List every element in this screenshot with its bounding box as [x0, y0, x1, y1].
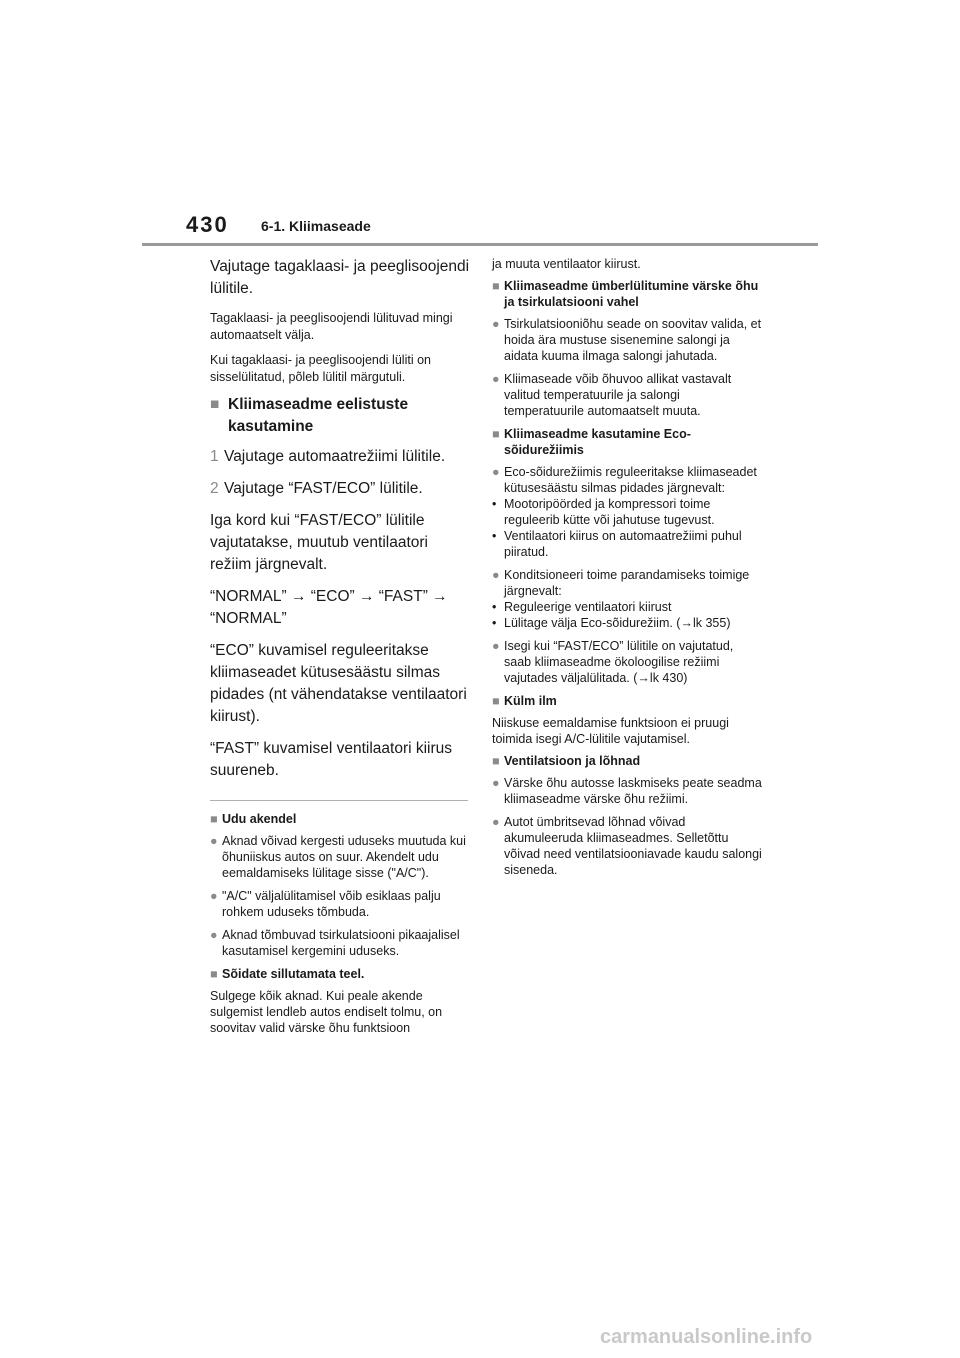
dot-marker: ● [210, 889, 218, 903]
mode-sequence: “NORMAL” → “ECO” → “FAST” → “NORMAL” [210, 588, 448, 627]
bullet-text: Aknad tõmbuvad tsirkulatsiooni pikaajalisel kasutamisel kergemini uduseks. [222, 928, 460, 958]
bullet-text: Eco-sõidurežiimis reguleeritakse kliimaseadet kütusesäästu silmas pidades järgnevalt: [504, 465, 757, 495]
note-heading [492, 753, 762, 769]
note-heading-text: Külm ilm [504, 694, 557, 708]
paragraph: Vajutage tagaklaasi- ja peeglisoojendi lülitile. [210, 258, 470, 297]
note-heading [492, 278, 762, 310]
bullet-item [492, 371, 762, 419]
bullet-text: "A/C" väljalülitamisel võib esiklaas palju rohkem uduseks tõmbuda. [222, 889, 441, 919]
bullet-text: Kliimaseade võib õhuvoo allikat vastavalt valitud temperatuurile ja salongi temperatuurile automaatselt muuta. [504, 372, 732, 418]
paragraph: Tagaklaasi- ja peeglisoojendi lülituvad mingi automaatselt välja. [210, 311, 453, 342]
bullet-text: Värske õhu autosse laskmiseks peate seadma kliimaseadme värske õhu režiimi. [504, 776, 762, 806]
bullet-text: Isegi kui “FAST/ECO” lülitile on vajutatud, saab kliimaseadme ökoloogilise režiimi vajutades väljalülitada. (→lk 430) [504, 639, 734, 685]
note-heading-text: Kliimaseadme kasutamine Eco-sõidurežiimis [504, 427, 691, 457]
paragraph: “FAST” kuvamisel ventilaatori kiirus suureneb. [210, 740, 453, 779]
step-number: 1 [210, 448, 219, 465]
note-heading-text: Sõidate sillutamata teel. [222, 967, 365, 981]
dot-marker: ● [492, 317, 500, 331]
bullet-item [492, 775, 762, 807]
bullet-item [210, 927, 472, 959]
dot-marker: ● [492, 639, 500, 653]
left-column [210, 256, 472, 1042]
paragraph: “ECO” kuvamisel reguleeritakse kliimaseadet kütusesäästu silmas pidades (nt vähendatakse ventilaatori kiirust). [210, 642, 467, 725]
sub-bullet-item [492, 528, 762, 560]
bullet-text: Autot ümbritsevad lõhnad võivad akumuleeruda kliimaseadmes. Selletõttu võivad need ventilatsiooniavade kaudu salongi siseneda. [504, 815, 762, 877]
sub-bullet-text: Ventilaatori kiirus on automaatrežiimi puhul piiratud. [504, 529, 742, 559]
section-divider [210, 800, 468, 801]
square-marker: ■ [492, 279, 500, 293]
step-text: Vajutage automaatrežiimi lülitile. [224, 448, 446, 465]
sub-bullet-text: Reguleerige ventilaatori kiirust [504, 600, 672, 614]
bullet-text: Konditsioneeri toime parandamiseks toimige järgnevalt: [504, 568, 750, 598]
step-item [210, 446, 472, 468]
sub-bullet-text: Mootoripöörded ja kompressori toime reguleerib kütte või jahutuse tugevust. [504, 497, 715, 527]
square-marker: ■ [210, 396, 220, 413]
bullet-item [210, 888, 472, 920]
page-number: 430 [186, 212, 229, 237]
bullet-item [492, 316, 762, 364]
dot-marker: ● [492, 776, 500, 790]
bullet-marker: • [492, 497, 497, 511]
note-heading [210, 966, 472, 982]
sub-bullet-text: Lülitage välja Eco-sõidurežiim. (→lk 355) [504, 616, 731, 630]
paragraph: Kui tagaklaasi- ja peeglisoojendi lüliti on sisselülitatud, põleb lülitil märgutuli. [210, 353, 431, 384]
bullet-item [492, 464, 762, 496]
bullet-text: Tsirkulatsiooniõhu seade on soovitav valida, et hoida ära mustuse sisenemine salongi ja aidata kuuma ilmaga salongi jahutada. [504, 317, 762, 363]
bullet-item [210, 833, 472, 881]
step-text: Vajutage “FAST/ECO” lülitile. [224, 480, 423, 497]
note-heading [492, 693, 762, 709]
square-marker: ■ [492, 427, 500, 441]
note-heading [210, 811, 472, 827]
paragraph: Iga kord kui “FAST/ECO” lülitile vajutatakse, muutub ventilaatori režiim järgnevalt. [210, 512, 428, 573]
section-title: 6-1. Kliimaseade [261, 218, 371, 234]
bullet-marker: • [492, 529, 497, 543]
bullet-item [492, 814, 762, 878]
bullet-item [492, 567, 762, 599]
right-column [492, 256, 762, 885]
sub-bullet-item [492, 615, 762, 631]
dot-marker: ● [210, 928, 218, 942]
sub-bullet-item [492, 599, 762, 615]
heading-text: Kliimaseadme eelistuste kasutamine [228, 396, 409, 435]
watermark: carmanualsonline.info [600, 1326, 813, 1348]
paragraph: ja muuta ventilaator kiirust. [492, 257, 641, 271]
bullet-group [492, 567, 762, 631]
note-heading-text: Ventilatsioon ja lõhnad [504, 754, 641, 768]
bullet-marker: • [492, 600, 497, 614]
square-marker: ■ [210, 967, 218, 981]
step-number: 2 [210, 480, 219, 497]
dot-marker: ● [492, 815, 500, 829]
square-marker: ■ [210, 812, 218, 826]
step-item [210, 478, 472, 500]
bullet-item [492, 638, 762, 686]
bullet-group [492, 464, 762, 560]
paragraph: Niiskuse eemaldamise funktsioon ei pruugi toimida isegi A/C-lülitile vajutamisel. [492, 716, 729, 746]
bullet-marker: • [492, 616, 497, 630]
square-marker: ■ [492, 754, 500, 768]
note-heading [492, 426, 762, 458]
dot-marker: ● [492, 568, 500, 582]
dot-marker: ● [492, 372, 500, 386]
dot-marker: ● [210, 834, 218, 848]
note-heading-text: Kliimaseadme ümberlülitumine värske õhu ja tsirkulatsiooni vahel [504, 279, 759, 309]
paragraph: Sulgege kõik aknad. Kui peale akende sulgemist lendleb autos endiselt tolmu, on soovitav valid värske õhu funktsioon [210, 989, 443, 1035]
section-heading [210, 394, 472, 438]
header-rule [142, 243, 818, 246]
sub-bullet-item [492, 496, 762, 528]
bullet-text: Aknad võivad kergesti uduseks muutuda kui õhuniiskus autos on suur. Akendelt udu eemaldamiseks lülitage sisse ("A/C"). [222, 834, 466, 880]
square-marker: ■ [492, 694, 500, 708]
dot-marker: ● [492, 465, 500, 479]
note-heading-text: Udu akendel [222, 812, 297, 826]
